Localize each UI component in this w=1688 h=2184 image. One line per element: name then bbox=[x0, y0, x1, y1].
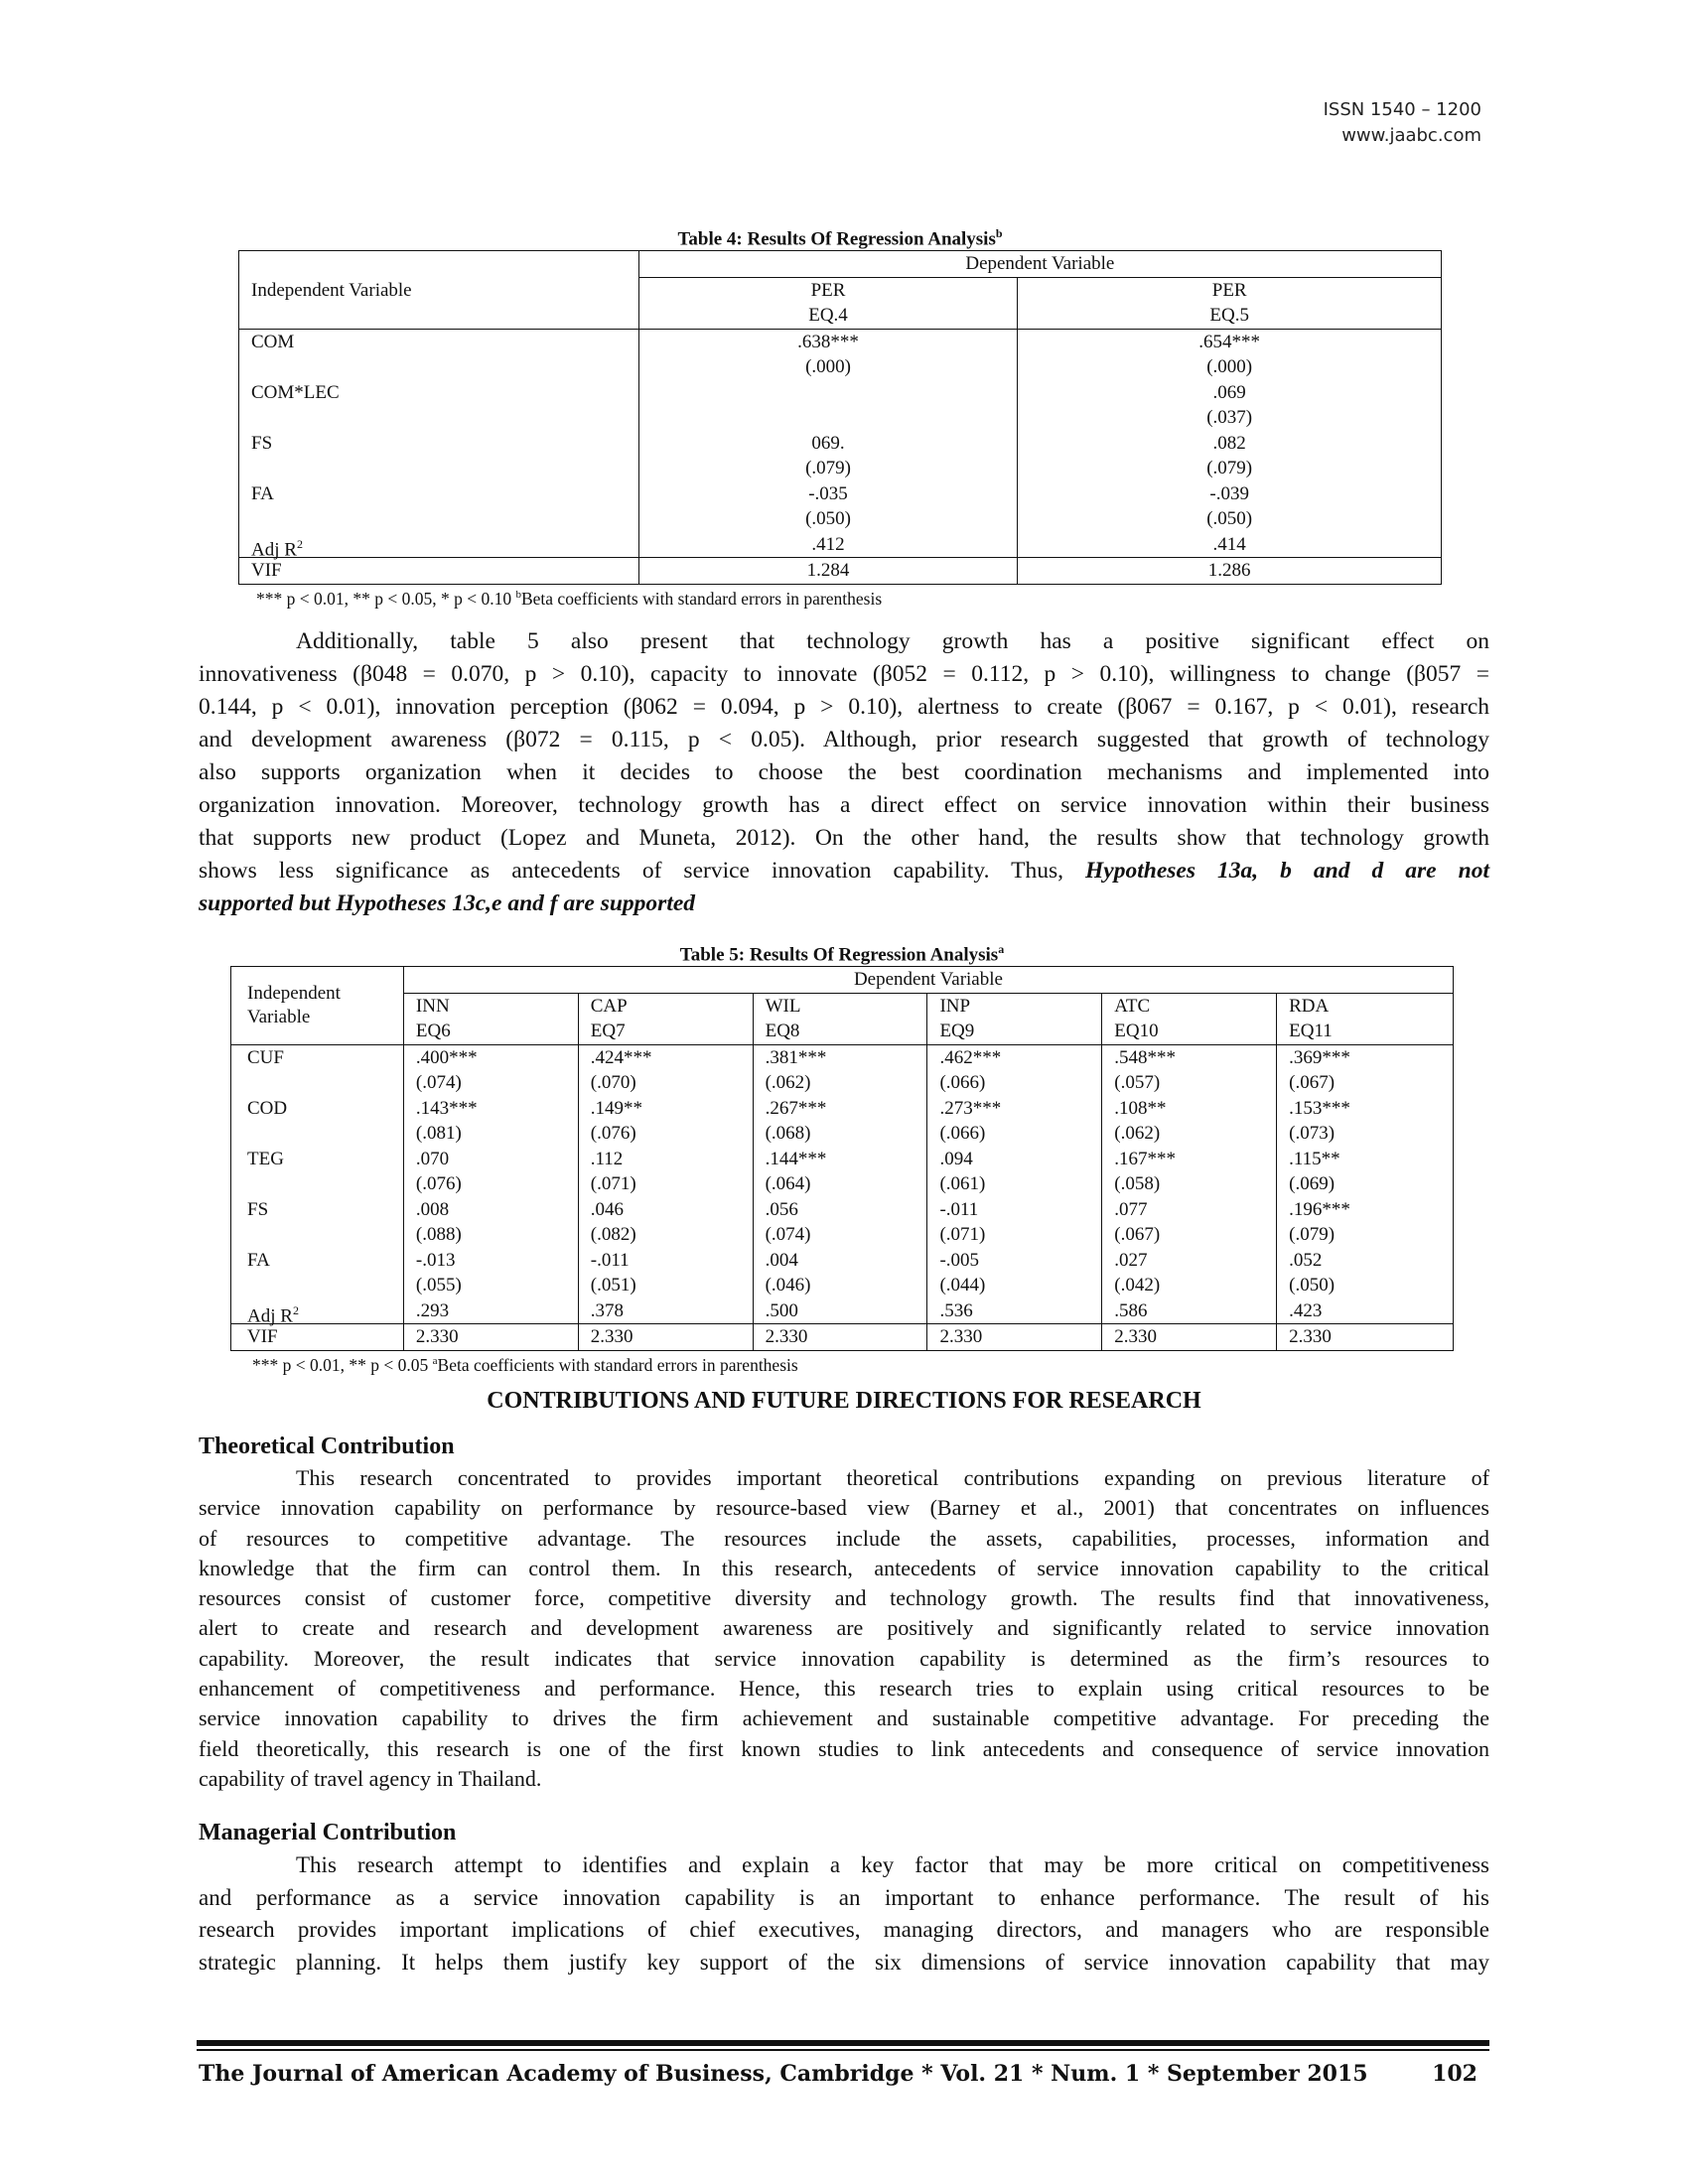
table5-col-header bbox=[578, 993, 753, 1044]
table5-coef: .267*** bbox=[765, 1097, 827, 1119]
table5-note-sup: a bbox=[432, 1354, 438, 1367]
table5-se: (.071) bbox=[590, 1173, 636, 1195]
text-line: that supports new product (Lopez and Muneta, 2012). On the other hand, the results show that technology growth bbox=[199, 825, 1489, 851]
journal-footer bbox=[199, 2061, 1489, 2087]
table5-vif: 2.330 bbox=[753, 1324, 927, 1351]
table5-coef: .070 bbox=[415, 1148, 450, 1169]
table5-coef: .167*** bbox=[1114, 1148, 1177, 1169]
table5-coef: .153*** bbox=[1289, 1097, 1350, 1119]
table5-values-cell bbox=[403, 1044, 578, 1324]
text-line: This research concentrated to provides important theoretical contributions expanding on previous literature of bbox=[296, 1465, 1489, 1490]
table5-values-cell bbox=[1277, 1044, 1454, 1324]
table5-values-cell bbox=[753, 1044, 927, 1324]
table5-caption-text: Table 5: Results Of Regression Analysis bbox=[679, 944, 999, 966]
table4-caption-text: Table 4: Results Of Regression Analysis bbox=[677, 228, 996, 250]
table5-coef: .112 bbox=[590, 1148, 624, 1169]
table4-adjr: .414 bbox=[1212, 533, 1246, 555]
table5-se: (.058) bbox=[1114, 1173, 1161, 1195]
text-line: of resources to competitive advantage. The resources include the assets, capabilities, processes, information and bbox=[199, 1525, 1489, 1551]
table5-var: FS bbox=[247, 1198, 269, 1220]
table4-coef: .082 bbox=[1212, 432, 1246, 454]
hypotheses-emphasis: Hypotheses 13a, b and d are not bbox=[1085, 858, 1489, 884]
table4-se: (.000) bbox=[805, 356, 851, 378]
table5-coef: .052 bbox=[1289, 1249, 1323, 1271]
table4-note bbox=[238, 585, 1442, 609]
table4 bbox=[238, 250, 1442, 585]
table5-coef: .094 bbox=[939, 1148, 973, 1169]
table5-block bbox=[230, 938, 1454, 1375]
table5-coef: .004 bbox=[765, 1249, 798, 1271]
table5-vif: 2.330 bbox=[578, 1324, 753, 1351]
text-line: This research attempt to identifies and explain a key factor that may be more critical on competitiveness bbox=[296, 1852, 1489, 1877]
table5-se: (.050) bbox=[1289, 1275, 1336, 1297]
col-eq: EQ9 bbox=[939, 1021, 975, 1042]
theoretical-paragraph bbox=[199, 1463, 1489, 1794]
table5-adjr: .293 bbox=[415, 1299, 450, 1321]
table5-independent-label: Variable bbox=[247, 1007, 311, 1028]
table5-coef: .424*** bbox=[590, 1046, 652, 1068]
table5-coef: .369*** bbox=[1289, 1046, 1350, 1068]
table5-vif: 2.330 bbox=[927, 1324, 1102, 1351]
table5-se: (.071) bbox=[939, 1224, 986, 1246]
table4-coef: .654*** bbox=[1198, 331, 1261, 352]
table4-coef: .638*** bbox=[797, 331, 859, 352]
table5-subheader-row bbox=[231, 993, 1454, 1044]
table5-coef: -.013 bbox=[415, 1249, 456, 1271]
adjr-text: Adj R bbox=[247, 1305, 293, 1327]
table5-se: (.046) bbox=[765, 1275, 811, 1297]
table5-vif-label: VIF bbox=[231, 1324, 404, 1351]
table4-adjr-label bbox=[251, 532, 627, 561]
col-name: CAP bbox=[590, 995, 628, 1017]
table5-coef: .149** bbox=[590, 1097, 642, 1119]
table5-adjr: .423 bbox=[1289, 1299, 1323, 1321]
table5-coef: .273*** bbox=[939, 1097, 1002, 1119]
table5-se: (.055) bbox=[415, 1275, 462, 1297]
table5-coef: .400*** bbox=[415, 1046, 478, 1068]
table5-se: (.076) bbox=[415, 1173, 462, 1195]
table5-coef: .144*** bbox=[765, 1148, 827, 1169]
table5-se: (.068) bbox=[765, 1123, 811, 1145]
table4-var-cell bbox=[239, 329, 639, 561]
table5-coef: .046 bbox=[590, 1198, 624, 1220]
text-line: and performance as a service innovation capability is an important to enhance performance. The result of his bbox=[199, 1884, 1489, 1910]
table4-adjr: .412 bbox=[811, 533, 845, 555]
table4-coef bbox=[639, 380, 1018, 406]
table5-values-cell bbox=[1102, 1044, 1277, 1324]
table5-col-header bbox=[403, 993, 578, 1044]
table5-se: (.074) bbox=[415, 1072, 462, 1094]
table4-coef: 069. bbox=[811, 432, 845, 454]
table4-vif: 1.286 bbox=[1018, 558, 1442, 585]
table5-vif: 2.330 bbox=[1102, 1324, 1277, 1351]
table5-header-row bbox=[231, 967, 1454, 994]
col-eq: EQ6 bbox=[415, 1021, 451, 1042]
text-line: capability of travel agency in Thailand. bbox=[199, 1765, 542, 1791]
table5-se: (.062) bbox=[1114, 1123, 1161, 1145]
text-line: research provides important implications of chief executives, managing directors, and managers who are responsible bbox=[199, 1917, 1489, 1942]
issn-text: ISSN 1540 – 1200 bbox=[1323, 99, 1481, 120]
table5 bbox=[230, 966, 1454, 1351]
table5-caption bbox=[230, 938, 1454, 966]
text-line: organization innovation. Moreover, technology growth has a direct effect on service innovation within their business bbox=[199, 792, 1489, 818]
text-line: service innovation capability to drives the firm achievement and sustainable competitive advantage. For preceding the bbox=[199, 1706, 1489, 1731]
text-span: shows less significance as antecedents of service innovation capability. Thus, bbox=[199, 858, 1086, 884]
table5-note-text: Beta coefficients with standard errors in parenthesis bbox=[437, 1354, 798, 1375]
table5-note-sig: *** p < 0.01, ** p < 0.05 bbox=[252, 1354, 433, 1375]
adjr-sup: 2 bbox=[296, 536, 303, 551]
table5-var-cell bbox=[231, 1044, 404, 1327]
hypotheses-emphasis: supported but Hypotheses 13c,e and f are supported bbox=[199, 890, 696, 916]
text-line: and development awareness (β072 = 0.115, p < 0.05). Although, prior research suggested that growth of technology bbox=[199, 727, 1489, 752]
table5-se: (.076) bbox=[590, 1123, 636, 1145]
table4-var: FA bbox=[251, 482, 274, 504]
text-line: strategic planning. It helps them justify key support of the six dimensions of service innovation capability that may bbox=[199, 1949, 1489, 1975]
table5-se: (.057) bbox=[1114, 1072, 1161, 1094]
table5-vif: 2.330 bbox=[1277, 1324, 1454, 1351]
table5-coef: .108** bbox=[1114, 1097, 1167, 1119]
table4-col1-header bbox=[638, 277, 1018, 329]
table4-vif-label: VIF bbox=[239, 558, 639, 585]
table5-col-header bbox=[753, 993, 927, 1044]
text-line: knowledge that the firm can control them. In this research, antecedents of service innovation capability to the critical bbox=[199, 1555, 1489, 1580]
managerial-heading: Managerial Contribution bbox=[199, 1820, 457, 1845]
table4-se: (.079) bbox=[1206, 458, 1253, 479]
text-line: resources consist of customer force, competitive diversity and technology growth. The results find that innovativeness, bbox=[199, 1585, 1489, 1611]
table5-vif: 2.330 bbox=[403, 1324, 578, 1351]
col-name: INP bbox=[939, 995, 971, 1017]
table5-coef: -.005 bbox=[939, 1249, 980, 1271]
table5-var: FA bbox=[247, 1249, 270, 1271]
text-line: innovativeness (β048 = 0.070, p > 0.10), capacity to innovate (β052 = 0.112, p > 0.10), willingness to change (β057 = bbox=[199, 661, 1489, 687]
table5-se: (.088) bbox=[415, 1224, 462, 1246]
table4-body-row bbox=[239, 329, 1442, 558]
table5-note bbox=[230, 1351, 1454, 1375]
col-name: RDA bbox=[1289, 995, 1330, 1017]
table5-se: (.073) bbox=[1289, 1123, 1336, 1145]
text-line: Additionally, table 5 also present that technology growth has a positive significant effect on bbox=[296, 628, 1489, 654]
journal-header bbox=[1324, 97, 1481, 149]
table4-coef: -.035 bbox=[808, 482, 848, 504]
table4-caption-sup: b bbox=[995, 226, 1003, 240]
text-line: 0.144, p < 0.01), innovation perception (β062 = 0.094, p > 0.10), alertness to create (β067 = 0.167, p < 0.01), research bbox=[199, 694, 1489, 720]
text-line: capability. Moreover, the result indicates that service innovation capability is determined as the firm’s resources to bbox=[199, 1645, 1489, 1671]
table4-col2-cell bbox=[1018, 329, 1442, 558]
col-eq: EQ10 bbox=[1114, 1021, 1159, 1042]
table4-se: (.050) bbox=[805, 508, 851, 530]
table5-se: (.067) bbox=[1289, 1072, 1336, 1094]
table4-coef: .069 bbox=[1212, 381, 1246, 403]
table5-adjr: .378 bbox=[590, 1299, 624, 1321]
page-number: 102 bbox=[1432, 2061, 1477, 2087]
table5-caption-sup: a bbox=[998, 942, 1005, 956]
table4-note-sig: *** p < 0.01, ** p < 0.05, * p < 0.10 bbox=[256, 588, 516, 609]
table4-note-text: Beta coefficients with standard errors in parenthesis bbox=[520, 588, 883, 609]
theoretical-heading: Theoretical Contribution bbox=[199, 1433, 455, 1459]
footer-rule bbox=[197, 2049, 1489, 2051]
table5-vif-row bbox=[231, 1324, 1454, 1351]
table5-coef: .548*** bbox=[1114, 1046, 1177, 1068]
table5-values-cell bbox=[578, 1044, 753, 1324]
paragraph-technology-growth bbox=[199, 625, 1489, 920]
table4-vif-row bbox=[239, 558, 1442, 585]
table5-coef: .008 bbox=[415, 1198, 450, 1220]
table5-se: (.067) bbox=[1114, 1224, 1161, 1246]
table4-col2-name: PER bbox=[1211, 279, 1247, 301]
table5-independent-label: Independent bbox=[247, 983, 341, 1005]
text-line bbox=[199, 887, 1489, 920]
table4-block bbox=[238, 222, 1442, 609]
table4-coef: -.039 bbox=[1209, 482, 1249, 504]
table4-var: COM bbox=[251, 331, 295, 352]
table5-values-cell bbox=[927, 1044, 1102, 1324]
table5-dependent-header: Dependent Variable bbox=[403, 967, 1453, 994]
table5-adjr: .500 bbox=[765, 1299, 798, 1321]
table4-col1-name: PER bbox=[810, 279, 846, 301]
table4-se: (.050) bbox=[1206, 508, 1253, 530]
footer-rule bbox=[197, 2040, 1489, 2046]
table4-var: FS bbox=[251, 432, 273, 454]
col-name: ATC bbox=[1114, 995, 1151, 1017]
table4-col1-eq: EQ.4 bbox=[808, 305, 848, 327]
table5-se: (.079) bbox=[1289, 1224, 1336, 1246]
text-line: service innovation capability on performance by resource-based view (Barney et al., 2001) that concentrates on influences bbox=[199, 1495, 1489, 1521]
table4-independent-header bbox=[239, 251, 639, 330]
table5-se: (.082) bbox=[590, 1224, 636, 1246]
table5-se: (.061) bbox=[939, 1173, 986, 1195]
table4-caption bbox=[238, 222, 1442, 250]
text-line: alert to create and research and development awareness are positively and significantly related to service innovation bbox=[199, 1615, 1489, 1641]
table5-var: CUF bbox=[247, 1046, 284, 1068]
table5-se: (.062) bbox=[765, 1072, 811, 1094]
table5-coef: .115** bbox=[1289, 1148, 1340, 1169]
table5-se: (.044) bbox=[939, 1275, 986, 1297]
table4-col1-cell bbox=[638, 329, 1018, 558]
table4-se: (.079) bbox=[805, 458, 851, 479]
table5-se: (.051) bbox=[590, 1275, 636, 1297]
adjr-sup: 2 bbox=[292, 1302, 299, 1317]
table5-se: (.081) bbox=[415, 1123, 462, 1145]
text-line: enhancement of competitiveness and performance. Hence, this research tries to explain using critical resources to be bbox=[199, 1676, 1489, 1702]
table5-se: (.074) bbox=[765, 1224, 811, 1246]
table4-independent-label: Independent Variable bbox=[251, 280, 412, 302]
col-eq: EQ8 bbox=[765, 1021, 800, 1042]
text-line: also supports organization when it decides to choose the best coordination mechanisms and implemented into bbox=[199, 759, 1489, 785]
table5-var: COD bbox=[247, 1097, 288, 1119]
table5-se: (.042) bbox=[1114, 1275, 1161, 1297]
table5-coef: -.011 bbox=[590, 1249, 630, 1271]
table4-se: (.000) bbox=[1206, 356, 1253, 378]
text-line: field theoretically, this research is one of the first known studies to link antecedents and consequence of service innovation bbox=[199, 1735, 1489, 1761]
table5-independent-header bbox=[231, 967, 404, 1045]
table4-note-sup: b bbox=[515, 588, 521, 601]
table4-vif: 1.284 bbox=[638, 558, 1018, 585]
table5-coef: .381*** bbox=[765, 1046, 827, 1068]
table5-se: (.066) bbox=[939, 1072, 986, 1094]
table5-adjr: .586 bbox=[1114, 1299, 1148, 1321]
table5-coef: .027 bbox=[1114, 1249, 1148, 1271]
table5-col-header bbox=[927, 993, 1102, 1044]
table5-adjr-label bbox=[247, 1298, 391, 1327]
table5-body-row bbox=[231, 1044, 1454, 1324]
table5-se: (.066) bbox=[939, 1123, 986, 1145]
footer-journal: The Journal of American Academy of Business, Cambridge * Vol. 21 * Num. 1 * September 2015 bbox=[199, 2061, 1368, 2087]
table5-se: (.069) bbox=[1289, 1173, 1336, 1195]
table4-dependent-header: Dependent Variable bbox=[638, 251, 1441, 278]
table5-adjr: .536 bbox=[939, 1299, 973, 1321]
col-eq: EQ7 bbox=[590, 1021, 626, 1042]
col-name: WIL bbox=[765, 995, 801, 1017]
table4-col2-header bbox=[1018, 277, 1442, 329]
section-title: CONTRIBUTIONS AND FUTURE DIRECTIONS FOR RESEARCH bbox=[487, 1388, 1201, 1414]
table5-coef: .077 bbox=[1114, 1198, 1148, 1220]
managerial-paragraph bbox=[199, 1849, 1489, 1979]
table5-coef: .143*** bbox=[415, 1097, 478, 1119]
website-text: www.jaabc.com bbox=[1341, 125, 1481, 146]
table4-col2-eq: EQ.5 bbox=[1209, 305, 1249, 327]
text-line bbox=[199, 855, 1489, 887]
adjr-text: Adj R bbox=[251, 539, 297, 561]
table5-col-header bbox=[1102, 993, 1277, 1044]
table5-coef: -.011 bbox=[939, 1198, 979, 1220]
table5-coef: .056 bbox=[765, 1198, 798, 1220]
table5-se: (.070) bbox=[590, 1072, 636, 1094]
table4-se bbox=[639, 405, 1018, 431]
col-name: INN bbox=[415, 995, 450, 1017]
table4-header-row bbox=[239, 251, 1442, 278]
col-eq: EQ11 bbox=[1289, 1021, 1333, 1042]
table5-col-header bbox=[1277, 993, 1454, 1044]
table5-se: (.064) bbox=[765, 1173, 811, 1195]
table5-var: TEG bbox=[247, 1148, 284, 1169]
table5-coef: .462*** bbox=[939, 1046, 1002, 1068]
table5-coef: .196*** bbox=[1289, 1198, 1350, 1220]
table4-se: (.037) bbox=[1206, 407, 1253, 429]
table4-var: COM*LEC bbox=[251, 381, 340, 403]
